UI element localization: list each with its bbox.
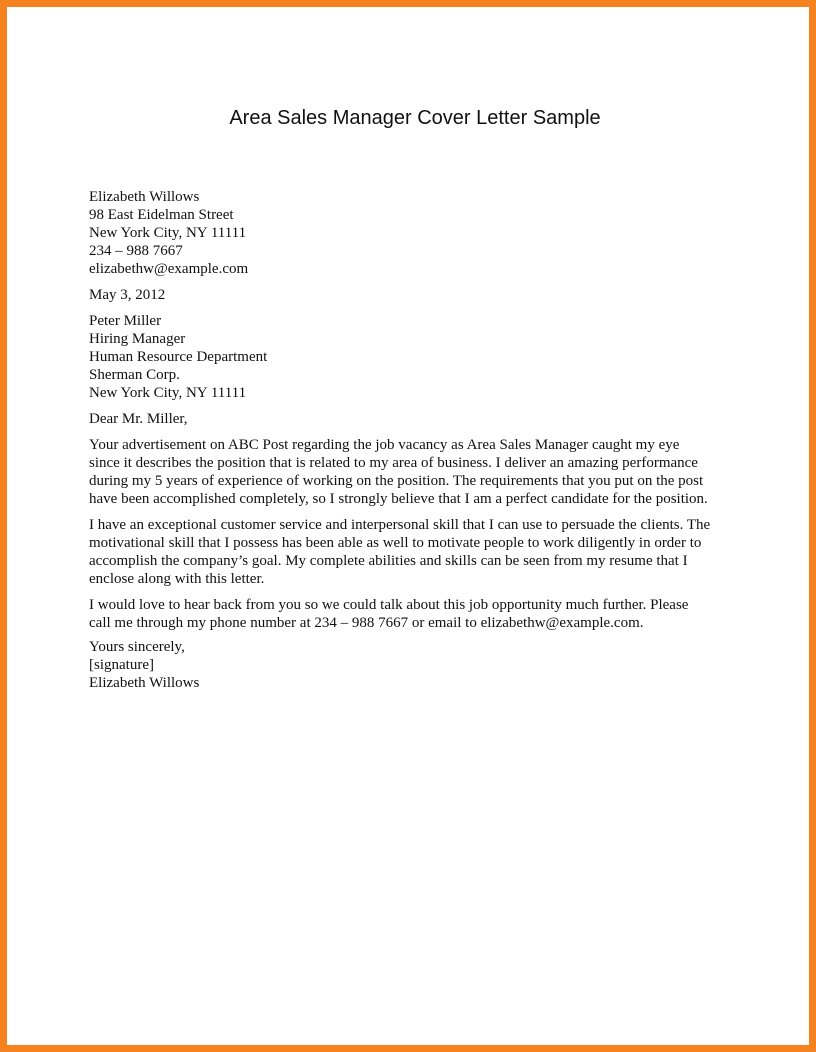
paragraph-line: motivational skill that I possess has been able as well to motivate people to work diligently in order to: [89, 535, 702, 551]
recipient-company: Sherman Corp.: [89, 367, 180, 383]
sender-name: Elizabeth Willows: [89, 189, 200, 205]
paragraph-line: Your advertisement on ABC Post regarding the job vacancy as Area Sales Manager caught my eye: [89, 437, 680, 453]
paragraph-1: [89, 436, 749, 508]
letter-body: [89, 188, 749, 692]
paragraph-line: since it describes the position that is related to my area of business. I deliver an amazing performance: [89, 455, 698, 471]
recipient-department: Human Resource Department: [89, 349, 268, 365]
paragraph-line: during my 5 years of experience of working on the position. The requirements that you put on the post: [89, 473, 704, 489]
paragraph-3: [89, 596, 749, 632]
sender-street: 98 East Eidelman Street: [89, 207, 234, 223]
sender-city: New York City, NY 11111: [89, 225, 247, 241]
paragraph-2: [89, 516, 749, 588]
paragraph-line: have been accomplished completely, so I strongly believe that I am a perfect candidate for the position.: [89, 491, 708, 507]
recipient-city: New York City, NY 11111: [89, 385, 247, 401]
paragraph-line: accomplish the company’s goal. My complete abilities and skills can be seen from my resume that I: [89, 553, 688, 569]
paragraph-line: enclose along with this letter.: [89, 571, 265, 587]
paragraph-line: call me through my phone number at 234 – 988 7667 or email to elizabethw@example.com.: [89, 615, 644, 631]
recipient-title: Hiring Manager: [89, 331, 186, 347]
closing-block: [89, 638, 749, 692]
document-title: Area Sales Manager Cover Letter Sample: [229, 107, 601, 129]
sender-email: elizabethw@example.com: [89, 261, 249, 277]
recipient-address: [89, 312, 749, 402]
salutation-block: [89, 410, 749, 428]
sender-phone: 234 – 988 7667: [89, 243, 183, 259]
recipient-name: Peter Miller: [89, 313, 162, 329]
sender-address: [89, 188, 749, 278]
closing-name: Elizabeth Willows: [89, 675, 200, 691]
valediction: Yours sincerely,: [89, 639, 185, 655]
paragraph-line: I have an exceptional customer service and interpersonal skill that I can use to persuade the clients. The: [89, 517, 711, 533]
signature-placeholder: [signature]: [89, 657, 154, 673]
paragraph-line: I would love to hear back from you so we could talk about this job opportunity much further. Please: [89, 597, 689, 613]
letter-date-block: [89, 286, 749, 304]
salutation: Dear Mr. Miller,: [89, 411, 188, 427]
letter-date: May 3, 2012: [89, 287, 166, 303]
